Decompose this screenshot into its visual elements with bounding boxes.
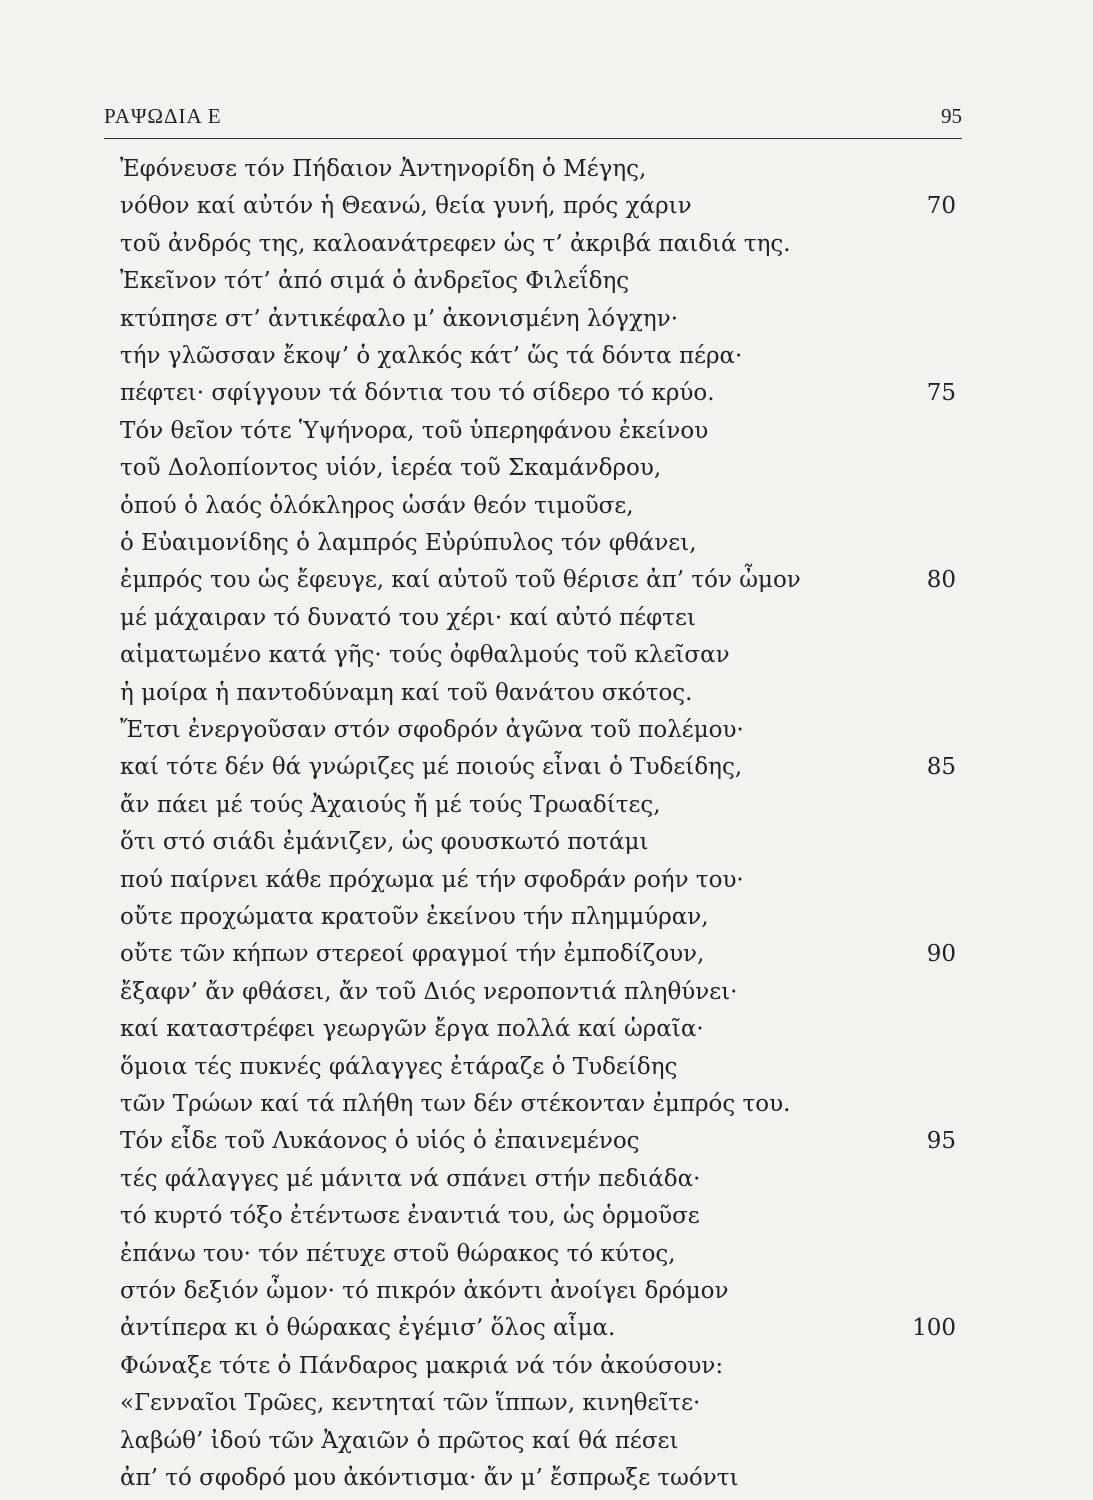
verse-text: ἀντίπερα κι ὁ θώρακας ἐγέμισ’ ὅλος αἷμα. xyxy=(120,1315,616,1342)
verse-line xyxy=(120,788,960,822)
verse-line xyxy=(120,1124,960,1158)
verse-line xyxy=(120,339,960,373)
verse-line xyxy=(120,1424,960,1458)
verse-line xyxy=(120,1274,960,1308)
verse-text: στόν δεξιόν ὦμον· τό πικρόν ἀκόντι ἀνοίγει δρόμον xyxy=(120,1278,729,1304)
verse-line xyxy=(120,1349,960,1383)
verse-line xyxy=(120,1199,960,1233)
verse-line xyxy=(120,451,960,485)
verse-line xyxy=(120,227,960,261)
verse-line xyxy=(120,676,960,710)
verse-line xyxy=(120,264,960,298)
verse-text: τό κυρτό τόξο ἐτέντωσε ἐναντιά του, ὡς ὁρμοῦσε xyxy=(120,1203,700,1230)
verse-text: Τόν εἶδε τοῦ Λυκάονος ὁ υἱός ὁ ἐπαινεμένος xyxy=(120,1128,640,1155)
verse-line xyxy=(120,713,960,747)
verse-line xyxy=(120,1050,960,1084)
verse-line xyxy=(120,1461,960,1495)
verse-text: Ἔτσι ἐνεργοῦσαν στόν σφοδρόν ἀγῶνα τοῦ πολέμου· xyxy=(120,717,744,743)
page-header xyxy=(104,104,962,139)
verse-text: πέφτει· σφίγγουν τά δόντια του τό σίδερο τό κρύο. xyxy=(120,380,715,407)
verse-text: τήν γλῶσσαν ἔκοψ’ ὁ χαλκός κάτ’ ὥς τά δόντα πέρα· xyxy=(120,343,743,369)
verse-text: καί τότε δέν θά γνώριζες μέ ποιούς εἶναι ὁ Τυδείδης, xyxy=(120,754,743,781)
verse-text: αἱματωμένο κατά γῆς· τούς ὀφθαλμούς τοῦ κλεῖσαν xyxy=(120,642,730,669)
verse-text: «Γενναῖοι Τρῶες, κεντηταί τῶν ἵππων, κινηθεῖτε· xyxy=(120,1390,701,1417)
verse-line xyxy=(120,1386,960,1420)
page-number: 95 xyxy=(941,104,962,128)
verse-text: ὁπού ὁ λαός ὁλόκληρος ὡσάν θεόν τιμοῦσε, xyxy=(120,492,634,519)
verse-line xyxy=(120,750,960,784)
verse-text: τοῦ ἀνδρός της, καλοανάτρεφεν ὡς τ’ ἀκριβά παιδιά της. xyxy=(120,230,791,257)
line-number: 80 xyxy=(926,567,956,594)
verse-text: ἔξαφν’ ἄν φθάσει, ἄν τοῦ Διός νεροποντιά πληθύνει· xyxy=(120,978,738,1005)
verse-line xyxy=(120,1012,960,1046)
verse-line xyxy=(120,601,960,635)
verse-line xyxy=(120,1162,960,1196)
verse-text: τοῦ Δολοπίοντος υἱόν, ἱερέα τοῦ Σκαμάνδρου, xyxy=(120,455,662,482)
verse-text: λαβώθ’ ἰδού τῶν Ἀχαιῶν ὁ πρῶτος καί θά πέσει xyxy=(120,1427,679,1454)
line-number: 90 xyxy=(926,941,956,968)
verse-line xyxy=(120,825,960,859)
verse-text: Φώναξε τότε ὁ Πάνδαρος μακριά νά τόν ἀκούσουν: xyxy=(120,1352,724,1379)
verse-text: οὔτε προχώματα κρατοῦν ἐκείνου τήν πλημμύραν, xyxy=(120,904,709,930)
verse-line xyxy=(120,526,960,560)
verse-text: Ἐφόνευσε τόν Πήδαιον Ἀντηνορίδη ὁ Μέγης, xyxy=(120,156,647,182)
verse-line xyxy=(120,302,960,336)
verse-line xyxy=(120,1237,960,1271)
verse-text: κτύπησε στ’ ἀντικέφαλο μ’ ἀκονισμένη λόγχην· xyxy=(120,305,679,332)
verse-line xyxy=(120,975,960,1009)
verse-text: ὅτι στό σιάδι ἐμάνιζεν, ὡς φουσκωτό ποτάμι xyxy=(120,829,649,856)
line-number: 85 xyxy=(926,754,956,781)
verse-text: ἀπ’ τό σφοδρό μου ἀκόντισμα· ἄν μ’ ἔσπρωξε τωόντι xyxy=(120,1465,739,1491)
verse-line xyxy=(120,189,960,223)
verse-text: οὔτε τῶν κήπων στερεοί φραγμοί τήν ἐμποδίζουν, xyxy=(120,941,705,968)
verse-line xyxy=(120,638,960,672)
verse-text: Ἐκεῖνον τότ’ ἀπό σιμά ὁ ἀνδρεῖος Φιλεΐδης xyxy=(120,268,630,295)
verse-text: πού παίρνει κάθε πρόχωμα μέ τήν σφοδράν ροήν του· xyxy=(120,866,744,893)
verse-line xyxy=(120,414,960,448)
verse-text: ἐπάνω του· τόν πέτυχε στοῦ θώρακος τό κύτος, xyxy=(120,1240,676,1267)
verse-text: ἄν πάει μέ τούς Ἀχαιούς ἤ μέ τούς Τρωαδίτες, xyxy=(120,791,661,818)
verse-text: ἐμπρός του ὡς ἔφευγε, καί αὐτοῦ τοῦ θέρισε ἀπ’ τόν ὦμον xyxy=(120,567,801,594)
line-number: 70 xyxy=(926,193,956,220)
verse-line xyxy=(120,152,960,186)
verse-line xyxy=(120,376,960,410)
line-number: 95 xyxy=(926,1128,956,1155)
verse-line xyxy=(120,563,960,597)
line-number: 100 xyxy=(912,1315,956,1342)
line-number: 75 xyxy=(926,380,956,407)
verse-line xyxy=(120,863,960,897)
verse-text: καί καταστρέφει γεωργῶν ἔργα πολλά καί ὡραῖα· xyxy=(120,1016,704,1043)
verse-line xyxy=(120,489,960,523)
verse-text: ὅμοια τές πυκνές φάλαγγες ἐτάραζε ὁ Τυδείδης xyxy=(120,1053,678,1080)
verse-text: Τόν θεῖον τότε Ὑψήνορα, τοῦ ὑπερηφάνου ἐκείνου xyxy=(120,417,709,444)
verse-line xyxy=(120,1311,960,1345)
verse-text: νόθον καί αὐτόν ἡ Θεανώ, θεία γυνή, πρός χάριν xyxy=(120,193,692,220)
verse-text: τές φάλαγγες μέ μάνιτα νά σπάνει στήν πεδιάδα· xyxy=(120,1165,701,1192)
verse-line xyxy=(120,900,960,934)
running-title: ΡΑΨΩΔΙΑ Ε xyxy=(104,104,222,128)
verse-text: ὁ Εὐαιμονίδης ὁ λαμπρός Εὐρύπυλος τόν φθάνει, xyxy=(120,530,697,556)
verse-text: ἡ μοίρα ἡ παντοδύναμη καί τοῦ θανάτου σκότος. xyxy=(120,679,693,706)
verse-line xyxy=(120,1087,960,1121)
verse-text: τῶν Τρώων καί τά πλήθη των δέν στέκονταν ἐμπρός του. xyxy=(120,1091,791,1117)
verse-text: μέ μάχαιραν τό δυνατό του χέρι· καί αὐτό πέφτει xyxy=(120,604,696,631)
verse-line xyxy=(120,937,960,971)
